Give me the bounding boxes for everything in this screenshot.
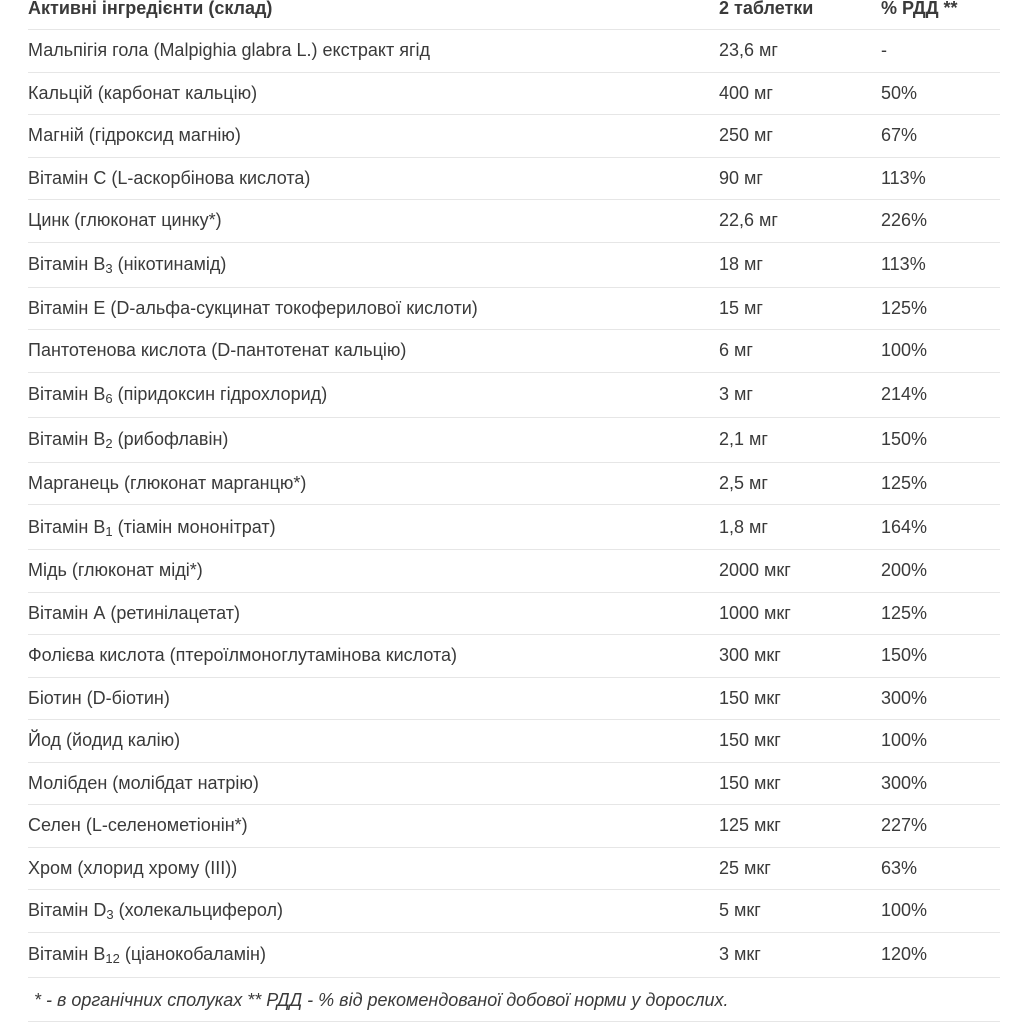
ingredient-amount: 22,6 мг: [719, 200, 881, 243]
table-row: [28, 635, 1000, 678]
ingredient-amount: 90 мг: [719, 157, 881, 200]
ingredient-name: Вітамін Е (D-альфа-сукцинат токоферилової кислоти): [28, 287, 719, 330]
ingredient-name: Біотин (D-біотин): [28, 677, 719, 720]
name-subscript: 3: [105, 261, 113, 276]
ingredients-table: [28, 0, 1000, 978]
footnote-divider: [28, 1021, 1000, 1022]
table-row: [28, 115, 1000, 158]
ingredient-amount: 400 мг: [719, 72, 881, 115]
ingredient-amount: 3 мкг: [719, 932, 881, 977]
table-row: [28, 200, 1000, 243]
name-part: Вітамін В: [28, 944, 106, 964]
table-row: [28, 932, 1000, 977]
ingredient-rda: 164%: [881, 505, 1000, 550]
table-row: [28, 417, 1000, 462]
table-row: [28, 550, 1000, 593]
name-part: Вітамін В: [28, 429, 106, 449]
table-row: [28, 462, 1000, 505]
name-part: Вітамін D: [28, 900, 107, 921]
ingredient-rda: 63%: [881, 847, 1000, 890]
ingredient-rda: 100%: [881, 330, 1000, 373]
ingredient-amount: 5 мкг: [719, 890, 881, 933]
header-rda: % РДД **: [881, 0, 1000, 30]
table-row: [28, 30, 1000, 73]
table-row: [28, 287, 1000, 330]
table-row: [28, 720, 1000, 763]
ingredient-name: [28, 372, 719, 417]
name-part: (рибофлавін): [112, 429, 229, 449]
table-body: [28, 30, 1000, 978]
table-row: [28, 890, 1000, 933]
table-row: [28, 72, 1000, 115]
ingredient-rda: 113%: [881, 242, 1000, 287]
name-part: Вітамін В: [28, 384, 106, 404]
ingredient-name: Марганець (глюконат марганцю*): [28, 462, 719, 505]
header-row: [28, 0, 1000, 30]
ingredient-amount: 125 мкг: [719, 805, 881, 848]
ingredient-name: Магній (гідроксид магнію): [28, 115, 719, 158]
footnote: * - в органічних сполуках ** РДД - % від рекомендованої добової норми у дорослих.: [34, 990, 729, 1010]
ingredient-rda: 100%: [881, 890, 1000, 933]
ingredient-name: [28, 890, 719, 933]
name-part: (піридоксин гідрохлорид): [112, 384, 328, 404]
ingredient-name: [28, 932, 719, 977]
ingredient-rda: 100%: [881, 720, 1000, 763]
ingredient-amount: 18 мг: [719, 242, 881, 287]
ingredient-amount: 15 мг: [719, 287, 881, 330]
header-ingredient: Активні інгредієнти (склад): [28, 0, 719, 30]
ingredient-rda: 125%: [881, 592, 1000, 635]
name-part: (холекальциферол): [113, 900, 284, 921]
table-row: [28, 330, 1000, 373]
table-row: [28, 372, 1000, 417]
name-part: (тіамін мононітрат): [112, 516, 276, 537]
ingredient-rda: 150%: [881, 635, 1000, 678]
ingredient-name: [28, 242, 719, 287]
table-row: [28, 677, 1000, 720]
ingredient-rda: 227%: [881, 805, 1000, 848]
name-subscript: 3: [106, 907, 114, 923]
ingredient-amount: 1,8 мг: [719, 505, 881, 550]
ingredient-rda: 125%: [881, 287, 1000, 330]
ingredient-rda: 125%: [881, 462, 1000, 505]
ingredient-amount: 2,1 мг: [719, 417, 881, 462]
ingredient-amount: 6 мг: [719, 330, 881, 373]
ingredient-rda: 50%: [881, 72, 1000, 115]
name-subscript: 6: [105, 391, 113, 406]
ingredient-amount: 23,6 мг: [719, 30, 881, 73]
ingredients-table-wrap: [28, 0, 1000, 978]
ingredient-rda: 150%: [881, 417, 1000, 462]
ingredient-amount: 25 мкг: [719, 847, 881, 890]
name-part: (ціанокобаламін): [119, 944, 266, 964]
ingredient-name: Фолієва кислота (птероїлмоноглутамінова кислота): [28, 635, 719, 678]
name-part: Вітамін В: [28, 516, 106, 537]
name-subscript: 12: [105, 951, 120, 966]
ingredient-rda: -: [881, 30, 1000, 73]
table-row: [28, 805, 1000, 848]
ingredient-name: Кальцій (карбонат кальцію): [28, 72, 719, 115]
ingredient-amount: 150 мкг: [719, 677, 881, 720]
ingredient-rda: 300%: [881, 677, 1000, 720]
ingredient-amount: 2000 мкг: [719, 550, 881, 593]
ingredient-name: Молібден (молібдат натрію): [28, 762, 719, 805]
ingredient-name: [28, 417, 719, 462]
ingredient-amount: 3 мг: [719, 372, 881, 417]
ingredient-rda: 226%: [881, 200, 1000, 243]
name-part: (нікотинамід): [112, 254, 227, 274]
ingredient-name: [28, 505, 719, 550]
ingredient-name: Йод (йодид калію): [28, 720, 719, 763]
ingredient-name: Хром (хлорид хрому (III)): [28, 847, 719, 890]
name-subscript: 2: [105, 436, 113, 451]
ingredient-amount: 2,5 мг: [719, 462, 881, 505]
ingredient-rda: 214%: [881, 372, 1000, 417]
table-row: [28, 505, 1000, 550]
table-row: [28, 592, 1000, 635]
table-header: [28, 0, 1000, 30]
ingredient-name: Мідь (глюконат міді*): [28, 550, 719, 593]
table-row: [28, 847, 1000, 890]
ingredient-name: Пантотенова кислота (D-пантотенат кальцію): [28, 330, 719, 373]
ingredient-amount: 300 мкг: [719, 635, 881, 678]
ingredient-amount: 150 мкг: [719, 762, 881, 805]
table-row: [28, 762, 1000, 805]
ingredient-amount: 250 мг: [719, 115, 881, 158]
ingredient-amount: 150 мкг: [719, 720, 881, 763]
header-amount: 2 таблетки: [719, 0, 881, 30]
ingredient-name: Вітамін С (L-аскорбінова кислота): [28, 157, 719, 200]
ingredient-rda: 113%: [881, 157, 1000, 200]
ingredient-amount: 1000 мкг: [719, 592, 881, 635]
ingredient-name: Селен (L-селенометіонін*): [28, 805, 719, 848]
table-row: [28, 157, 1000, 200]
ingredient-rda: 300%: [881, 762, 1000, 805]
name-subscript: 1: [105, 523, 113, 539]
ingredient-name: Вітамін А (ретинілацетат): [28, 592, 719, 635]
name-part: Вітамін В: [28, 254, 106, 274]
ingredient-rda: 67%: [881, 115, 1000, 158]
ingredient-rda: 120%: [881, 932, 1000, 977]
ingredient-name: Цинк (глюконат цинку*): [28, 200, 719, 243]
ingredient-name: Мальпігія гола (Malpighia glabra L.) екстракт ягід: [28, 30, 719, 73]
table-row: [28, 242, 1000, 287]
ingredient-rda: 200%: [881, 550, 1000, 593]
